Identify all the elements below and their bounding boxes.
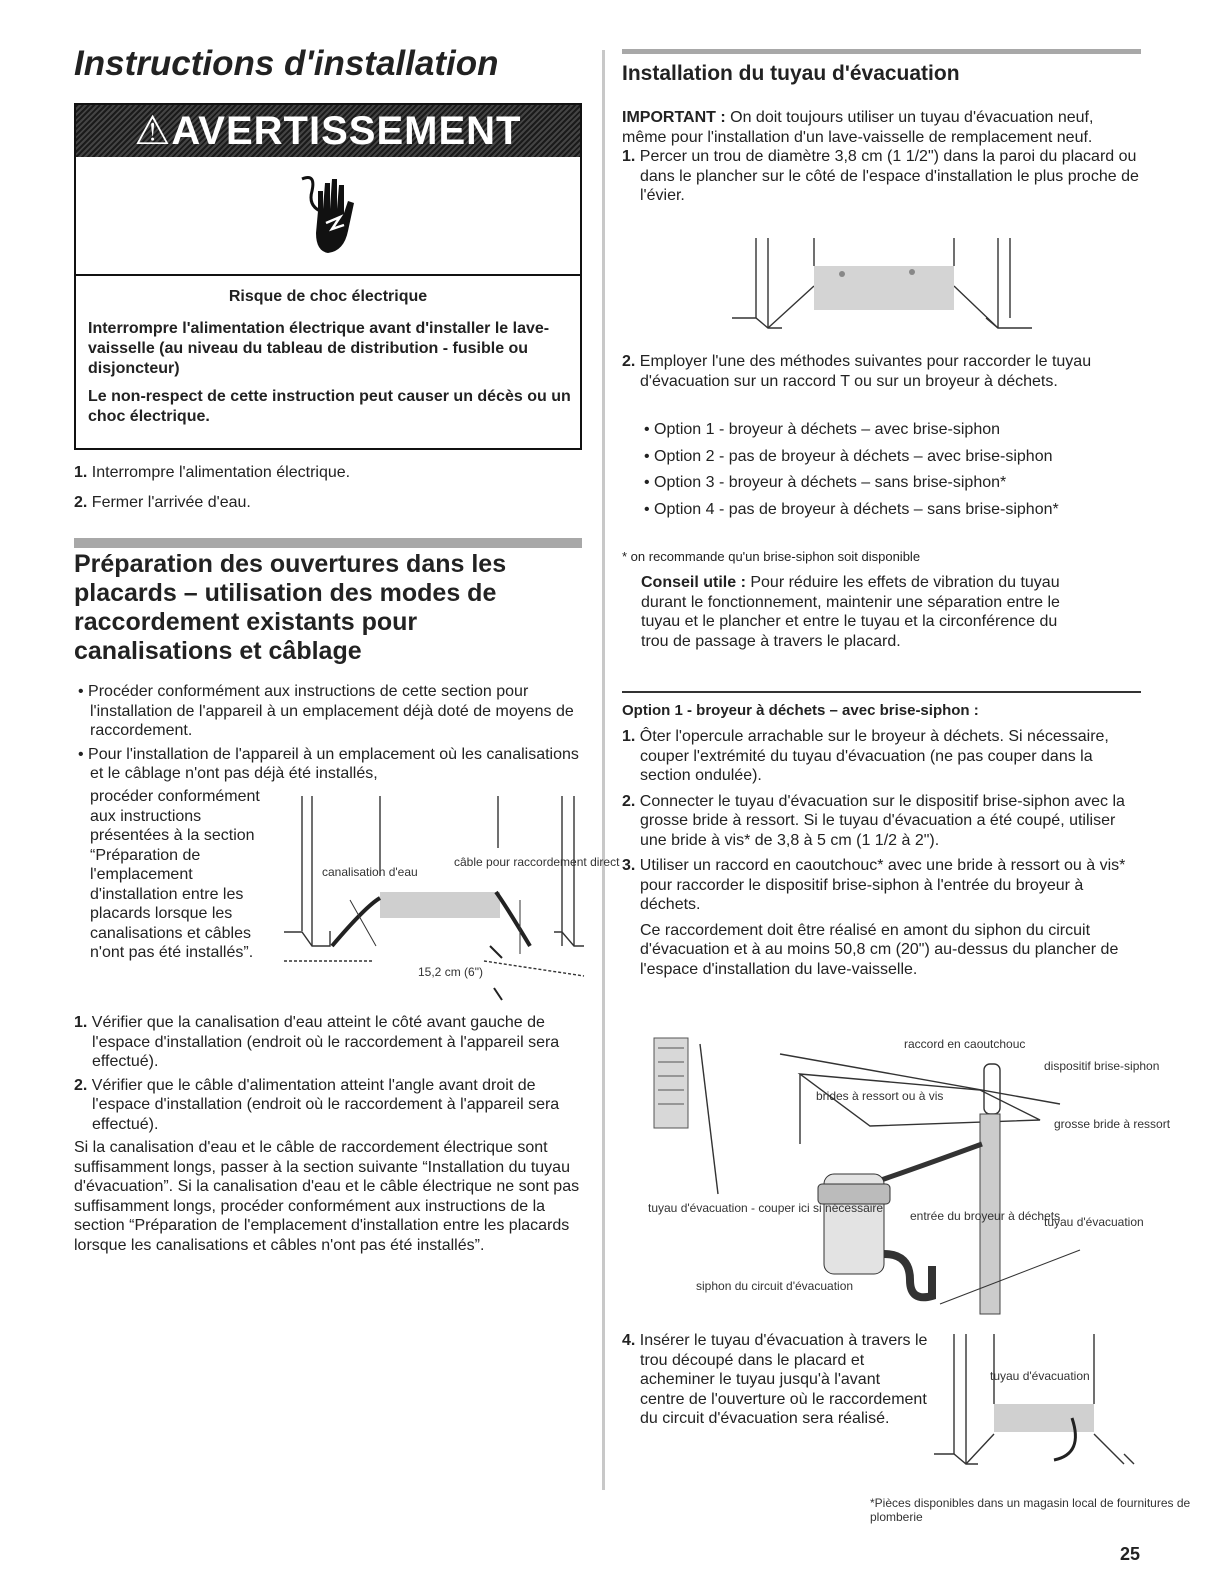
prep-steps (74, 1013, 582, 1255)
step-text: Vérifier que la canalisation d'eau atteint le côté avant gauche de l'espace d'installation (endroit où le raccordement à l'appareil sera effectué). (91, 1014, 560, 1070)
option1-steps (622, 727, 1141, 979)
step-number: 2. (74, 1076, 88, 1094)
important-text: On doit toujours utiliser un tuyau d'évacuation neuf, même pour l'installation d'un lave-vaisselle de remplacement neuf. (622, 109, 1094, 146)
list-item: • Option 4 - pas de broyeur à déchets – sans brise-siphon* (644, 500, 1059, 518)
diagram-label-dimension: 15,2 cm (6") (418, 965, 483, 979)
drain-section-title: Installation du tuyau d'évacuation (622, 62, 960, 85)
list-item: • Option 2 - pas de broyeur à déchets – avec brise-siphon (644, 447, 1053, 465)
step-text: Utiliser un raccord en caoutchouc* avec une bride à ressort ou à vis* pour raccorder le dispositif brise-siphon à l'entrée du broyeur à déchets. (639, 857, 1126, 913)
option-footnote: * on recommande qu'un brise-siphon soit disponible (622, 549, 921, 564)
warning-hazard-title: Risque de choc électrique (228, 288, 428, 305)
bullet-text-2: Pour l'installation de l'appareil à un emplacement où les canalisations et le câblage n'ont pas déjà été installés, (88, 745, 579, 782)
option-text: Option 3 - broyeur à déchets – sans brise-siphon* (654, 474, 1007, 491)
step-number: 2. (622, 792, 636, 810)
prep-section-title: Préparation des ouvertures dans les placards – utilisation des modes de raccordement existants pour canalisations et câblage (74, 550, 507, 665)
tip-text: Pour réduire les effets de vibration du tuyau durant le fonctionnement, maintenir une séparation entre le tuyau et le plancher et entre le tuyau et la circonférence du trou de passage à travers le placard. (641, 574, 1060, 650)
diagram-label-cable: câble pour raccordement direct (454, 855, 620, 869)
option-text: Option 1 - broyeur à déchets – avec brise-siphon (654, 421, 1001, 438)
warning-triangle-icon: ⚠ (134, 109, 172, 153)
section-bar (622, 49, 1141, 54)
important-label: IMPORTANT : (622, 109, 726, 126)
step-text: Connecter le tuyau d'évacuation sur le dispositif brise-siphon avec la grosse bride à ressort. Si le tuyau d'évacuation a été coupé, utiliser une bride à vis* de 3,8 à 5 cm (1 1/2 à 2"). (639, 792, 1125, 849)
option-text: Option 4 - pas de broyeur à déchets – sans brise-siphon* (654, 500, 1059, 518)
list-item (622, 352, 1141, 391)
step-number: 4. (622, 1332, 636, 1349)
disposer-connection-diagram (640, 1034, 1171, 1324)
diagram-label-rubber: raccord en caoutchouc (904, 1037, 1026, 1051)
step-number: 2. (622, 353, 636, 370)
option-list (640, 420, 1140, 519)
page-title: Instructions d'installation (74, 44, 499, 83)
step-text: Percer un trou de diamètre 3,8 cm (1 1/2") dans la paroi du placard ou dans le plancher sur le côté de l'espace d'installation le plus proche de l'évier. (639, 148, 1139, 204)
warning-text (88, 319, 572, 435)
prep-bullets (74, 682, 582, 784)
list-item (74, 1076, 582, 1135)
diagram-label-airgap: dispositif brise-siphon (1044, 1059, 1160, 1073)
diagram-label-clamps: brides à ressort ou à vis (816, 1089, 944, 1103)
step-number: 3. (622, 857, 636, 874)
step-text: Fermer l'arrivée d'eau. (91, 494, 251, 511)
warning-header-text: AVERTISSEMENT (171, 109, 522, 153)
option1-title: Option 1 - broyeur à déchets – avec brise-siphon : (622, 702, 979, 719)
tip-block (641, 573, 1081, 651)
list-item (622, 792, 1141, 851)
diagram-label-water: canalisation d'eau (322, 865, 418, 879)
list-item: • Option 3 - broyeur à déchets – sans brise-siphon* (644, 474, 1007, 491)
warning-box (74, 103, 582, 450)
cabinet-opening-diagram (284, 796, 620, 1004)
step-number: 1. (74, 464, 88, 481)
list-item (74, 463, 582, 483)
list-item (74, 1013, 582, 1072)
warning-icon-area (76, 157, 580, 276)
parts-note: *Pièces disponibles dans un magasin local de fournitures de plomberie (870, 1496, 1191, 1524)
list-item (622, 1331, 928, 1429)
step-number: 1. (622, 728, 636, 745)
step-number: 1. (622, 148, 636, 165)
step3-extra: Ce raccordement doit être réalisé en amont du siphon du circuit d'évacuation et à au moins 50,8 cm (20") au-dessus du plancher de l'espace d'installation du lave-vaisselle. (640, 921, 1119, 978)
step-text: Insérer le tuyau d'évacuation à travers le trou découpé dans le placard et acheminer le tuyau jusqu'à l'avant centre de l'ouverture où le raccordement du circuit d'évacuation sera réalisé. (639, 1332, 928, 1427)
prep-closing-text: Si la canalisation d'eau et le câble de raccordement électrique sont suffisamment longs, passer à la section suivante “Installation du tuyau d'évacuation”. Si la canalisation d'eau et le câble électrique ne sont pas suffisamment longs, procéder conformément aux instructions de la section “Préparation de l'emplacement d'installation entre les placards lorsque les canalisations et câbles n'ont pas été installés”. (74, 1139, 580, 1254)
option-text: Option 2 - pas de broyeur à déchets – avec brise-siphon (654, 447, 1053, 465)
step-number: 2. (74, 494, 88, 511)
diagram-label-big-clamp: grosse bride à ressort (1054, 1117, 1171, 1131)
list-item (622, 727, 1141, 786)
warning-para-1: Interrompre l'alimentation électrique avant d'installer le lave-vaisselle (au niveau du tableau de distribution - fusible ou disjoncteur) (88, 320, 550, 377)
hose-routing-diagram (934, 1334, 1144, 1474)
list-item (74, 493, 582, 513)
drain-intro (622, 108, 1141, 206)
electric-shock-hand-icon (298, 171, 368, 261)
list-item (622, 147, 1141, 206)
bullet-item: • Pour l'installation de l'appareil à un emplacement où les canalisations et le câblage n'ont pas déjà été installés, (78, 745, 579, 782)
drill-hole-diagram (732, 238, 1032, 338)
diagram-label-hose: tuyau d'évacuation (1044, 1215, 1144, 1229)
important-note (622, 108, 1141, 147)
step-text: Employer l'une des méthodes suivantes pour raccorder le tuyau d'évacuation sur un raccord T ou sur un broyeur à déchets. (639, 353, 1092, 390)
diagram-label-trap: siphon du circuit d'évacuation (696, 1279, 854, 1293)
step-number: 1. (74, 1014, 88, 1031)
section-bar (74, 538, 582, 548)
step-text: Vérifier que le câble d'alimentation atteint l'angle avant droit de l'espace d'installation (endroit où le raccordement à l'appareil sera effectué). (91, 1076, 560, 1133)
bullet-item: • Procéder conformément aux instructions de cette section pour l'installation de l'appareil à un emplacement déjà doté de moyens de raccordement. (78, 683, 574, 739)
bullet-text-1: Procéder conformément aux instructions de cette section pour l'installation de l'appareil à un emplacement déjà doté de moyens de raccordement. (88, 683, 574, 739)
page-number: 25 (1120, 1544, 1141, 1564)
prep-bullet-continuation: procéder conformément aux instructions présentées à la section “Préparation de l'emplacement d'installation entre les placards lorsque les canalisations et câbles n'ont pas été installés”. (90, 788, 260, 961)
step-text: Interrompre l'alimentation électrique. (91, 464, 351, 481)
column-divider (602, 50, 605, 1490)
diagram-label-inlet: entrée du broyeur à déchets (910, 1209, 1061, 1223)
step-text: Ôter l'opercule arrachable sur le broyeur à déchets. Si nécessaire, couper l'extrémité du tuyau d'évacuation (ne pas couper dans la section ondulée). (639, 728, 1109, 784)
diagram-label-step4-hose: tuyau d'évacuation (990, 1369, 1090, 1383)
warning-para-2: Le non-respect de cette instruction peut causer un décès ou un choc électrique. (88, 388, 571, 425)
drain-step2 (622, 352, 1141, 391)
section-rule (622, 691, 1141, 693)
tip-label: Conseil utile : (641, 574, 746, 591)
option1-step4 (622, 1331, 928, 1429)
diagram-label-cut: tuyau d'évacuation - couper ici si nécessaire (648, 1201, 884, 1215)
initial-steps (74, 463, 582, 523)
warning-header (76, 105, 580, 157)
list-item (622, 856, 1141, 915)
list-item: • Option 1 - broyeur à déchets – avec brise-siphon (644, 421, 1001, 438)
